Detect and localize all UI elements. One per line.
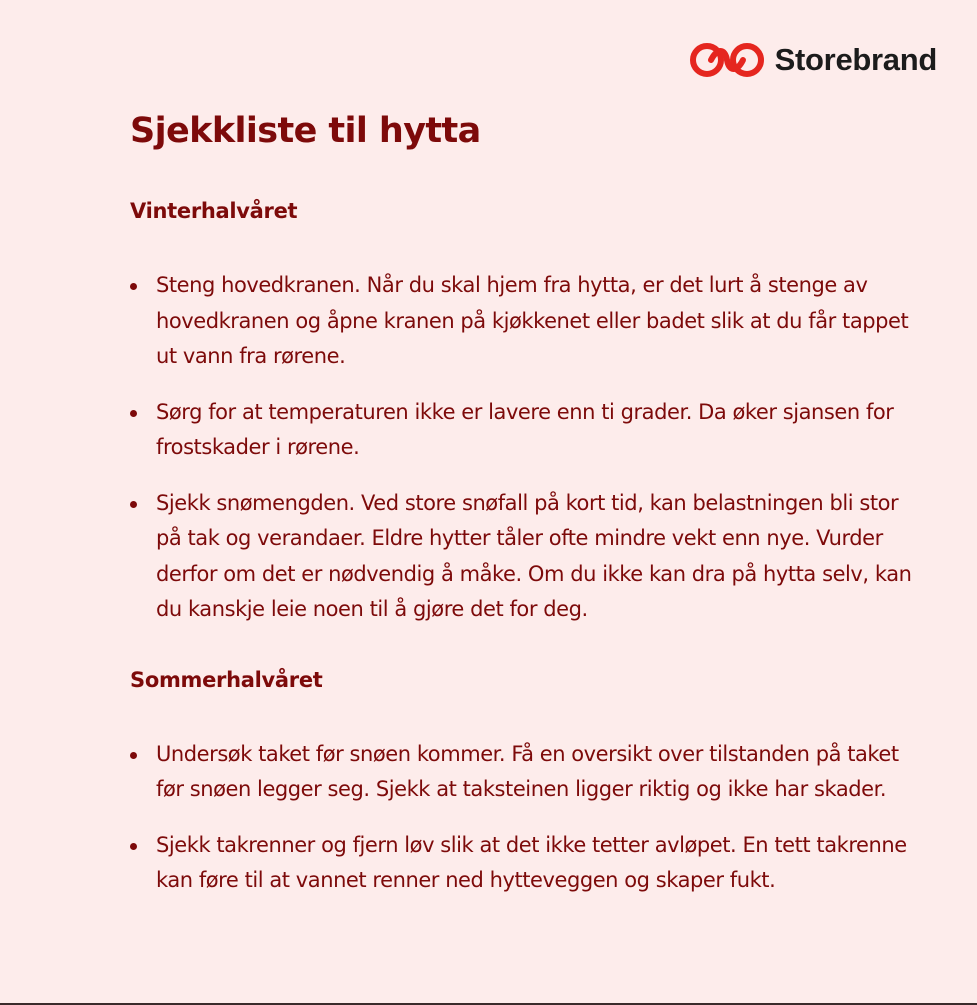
- winter-checklist: [130, 268, 920, 628]
- list-item: Steng hovedkranen. Når du skal hjem fra hytta, er det lurt å stenge av hovedkranen og åpne kranen på kjøkkenet eller badet slik at du får tappet ut vann fra rørene.: [130, 268, 916, 375]
- section-heading-summer: Sommerhalvåret: [130, 667, 323, 692]
- list-item: Sjekk snømengden. Ved store snøfall på kort tid, kan belastningen bli stor på tak og verandaer. Eldre hytter tåler ofte mindre vekt enn nye. Vurder derfor om det er nødvendig å måke. Om du ikke kan dra på hytta selv, kan du kanskje leie noen til å gjøre det for deg.: [130, 486, 916, 628]
- page-title: Sjekkliste til hytta: [130, 111, 481, 151]
- summer-checklist: [130, 737, 920, 899]
- list-item: Sjekk takrenner og fjern løv slik at det ikke tetter avløpet. En tett takrenne kan føre til at vannet renner ned hytteveggen og skaper fukt.: [130, 828, 916, 899]
- list-item: Sørg for at temperaturen ikke er lavere enn ti grader. Da øker sjansen for frostskader i rørene.: [130, 395, 916, 466]
- brand-logo: [689, 42, 937, 78]
- checklist-document: [130, 108, 920, 919]
- storebrand-chain-logo-icon: [689, 42, 765, 78]
- section-heading-winter: Vinterhalvåret: [130, 199, 298, 223]
- brand-name: Storebrand: [774, 42, 937, 77]
- list-item: Undersøk taket før snøen kommer. Få en oversikt over tilstanden på taket før snøen legger seg. Sjekk at taksteinen ligger riktig og ikke har skader.: [130, 737, 916, 808]
